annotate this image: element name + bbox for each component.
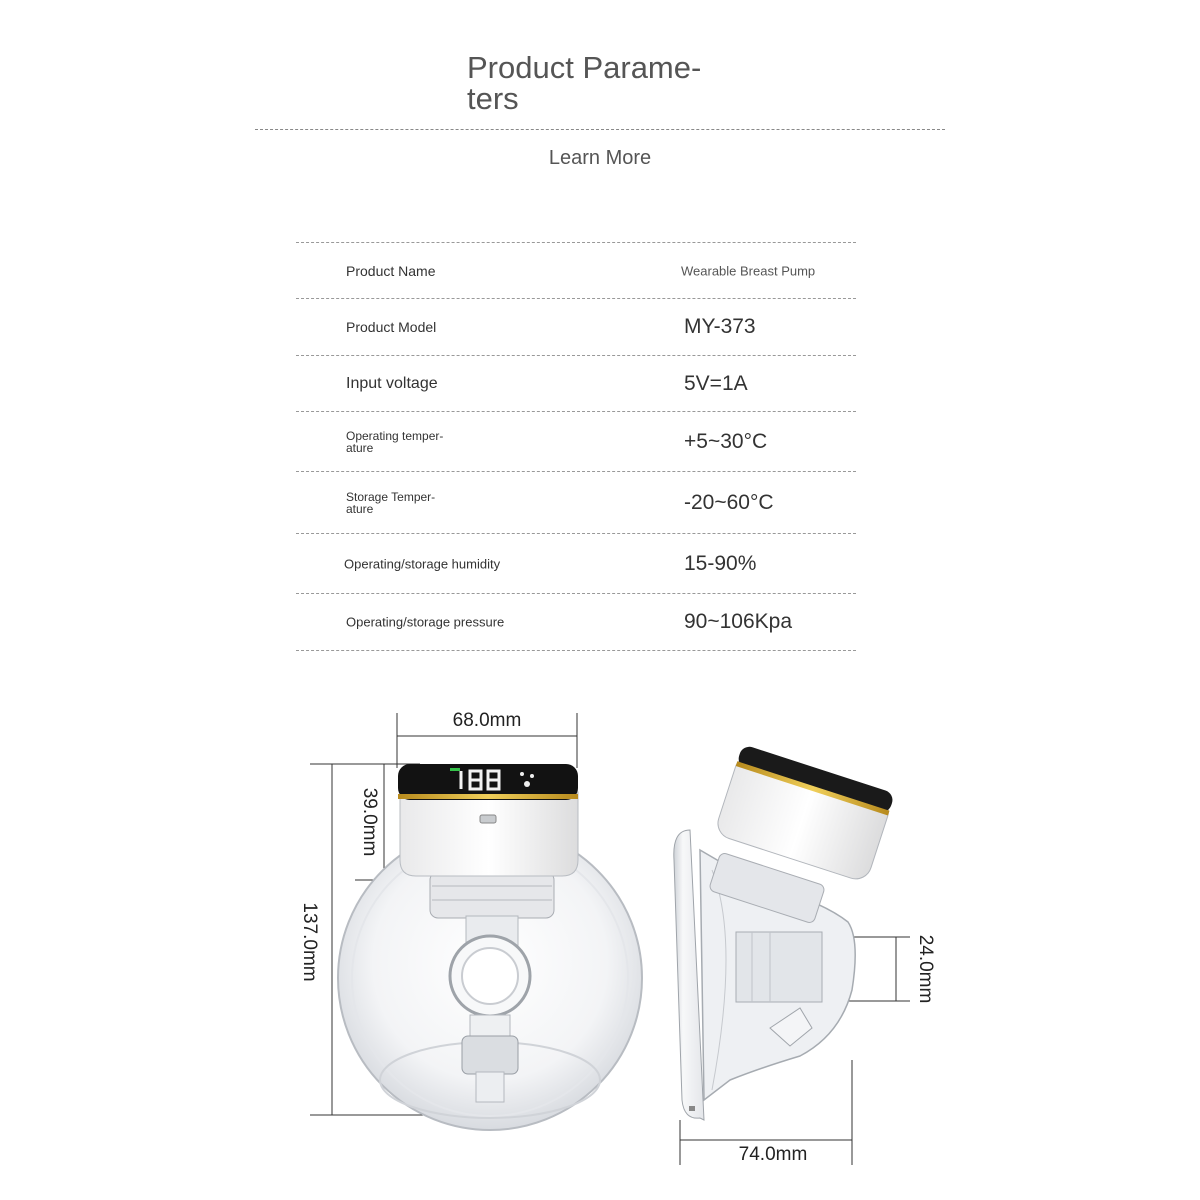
param-row-operating-temperature (296, 412, 856, 472)
param-label-line2: ature (346, 501, 374, 516)
page-title-line2: ters (467, 81, 519, 116)
param-label (346, 430, 546, 454)
learn-more-subtitle: Learn More (548, 147, 652, 169)
dimension-side-depth: 74.0mm (738, 1144, 808, 1165)
param-label-line1: Operating temper- (346, 428, 444, 443)
param-value: 90~106Kpa (684, 610, 793, 633)
dimension-front-width: 68.0mm (452, 710, 522, 731)
param-label-line2: ature (346, 440, 374, 455)
param-label (346, 491, 546, 515)
side-view-pump (674, 744, 910, 1165)
page-title (467, 52, 727, 114)
param-value: +5~30°C (684, 429, 768, 453)
param-label: Product Model (346, 319, 437, 335)
param-row-humidity (296, 534, 856, 594)
param-value: Wearable Breast Pump (681, 263, 816, 278)
param-label: Operating/storage pressure (346, 614, 505, 630)
front-view-pump (310, 713, 642, 1130)
param-label: Product Name (346, 262, 436, 279)
param-value: -20~60°C (684, 490, 774, 514)
param-label-line1: Storage Temper- (346, 489, 436, 504)
param-label: Operating/storage humidity (344, 556, 501, 571)
parameters-table (296, 242, 856, 651)
page-title-line1: Product Parame- (467, 50, 702, 85)
dimension-front-head-height: 39.0mm (359, 787, 380, 857)
dimension-diagram (0, 660, 1200, 1200)
dimension-side-outlet-height: 24.0mm (915, 934, 936, 1004)
param-row-product-name (296, 243, 856, 299)
param-row-storage-temperature (296, 472, 856, 534)
param-label: Input voltage (346, 374, 438, 392)
param-value: 15-90% (684, 551, 757, 575)
param-value: MY-373 (684, 315, 756, 338)
dimension-front-total-height: 137.0mm (299, 902, 320, 982)
param-row-input-voltage (296, 356, 856, 412)
param-row-product-model (296, 299, 856, 356)
header-divider (255, 129, 945, 130)
param-value: 5V=1A (684, 371, 748, 395)
param-row-pressure (296, 594, 856, 651)
